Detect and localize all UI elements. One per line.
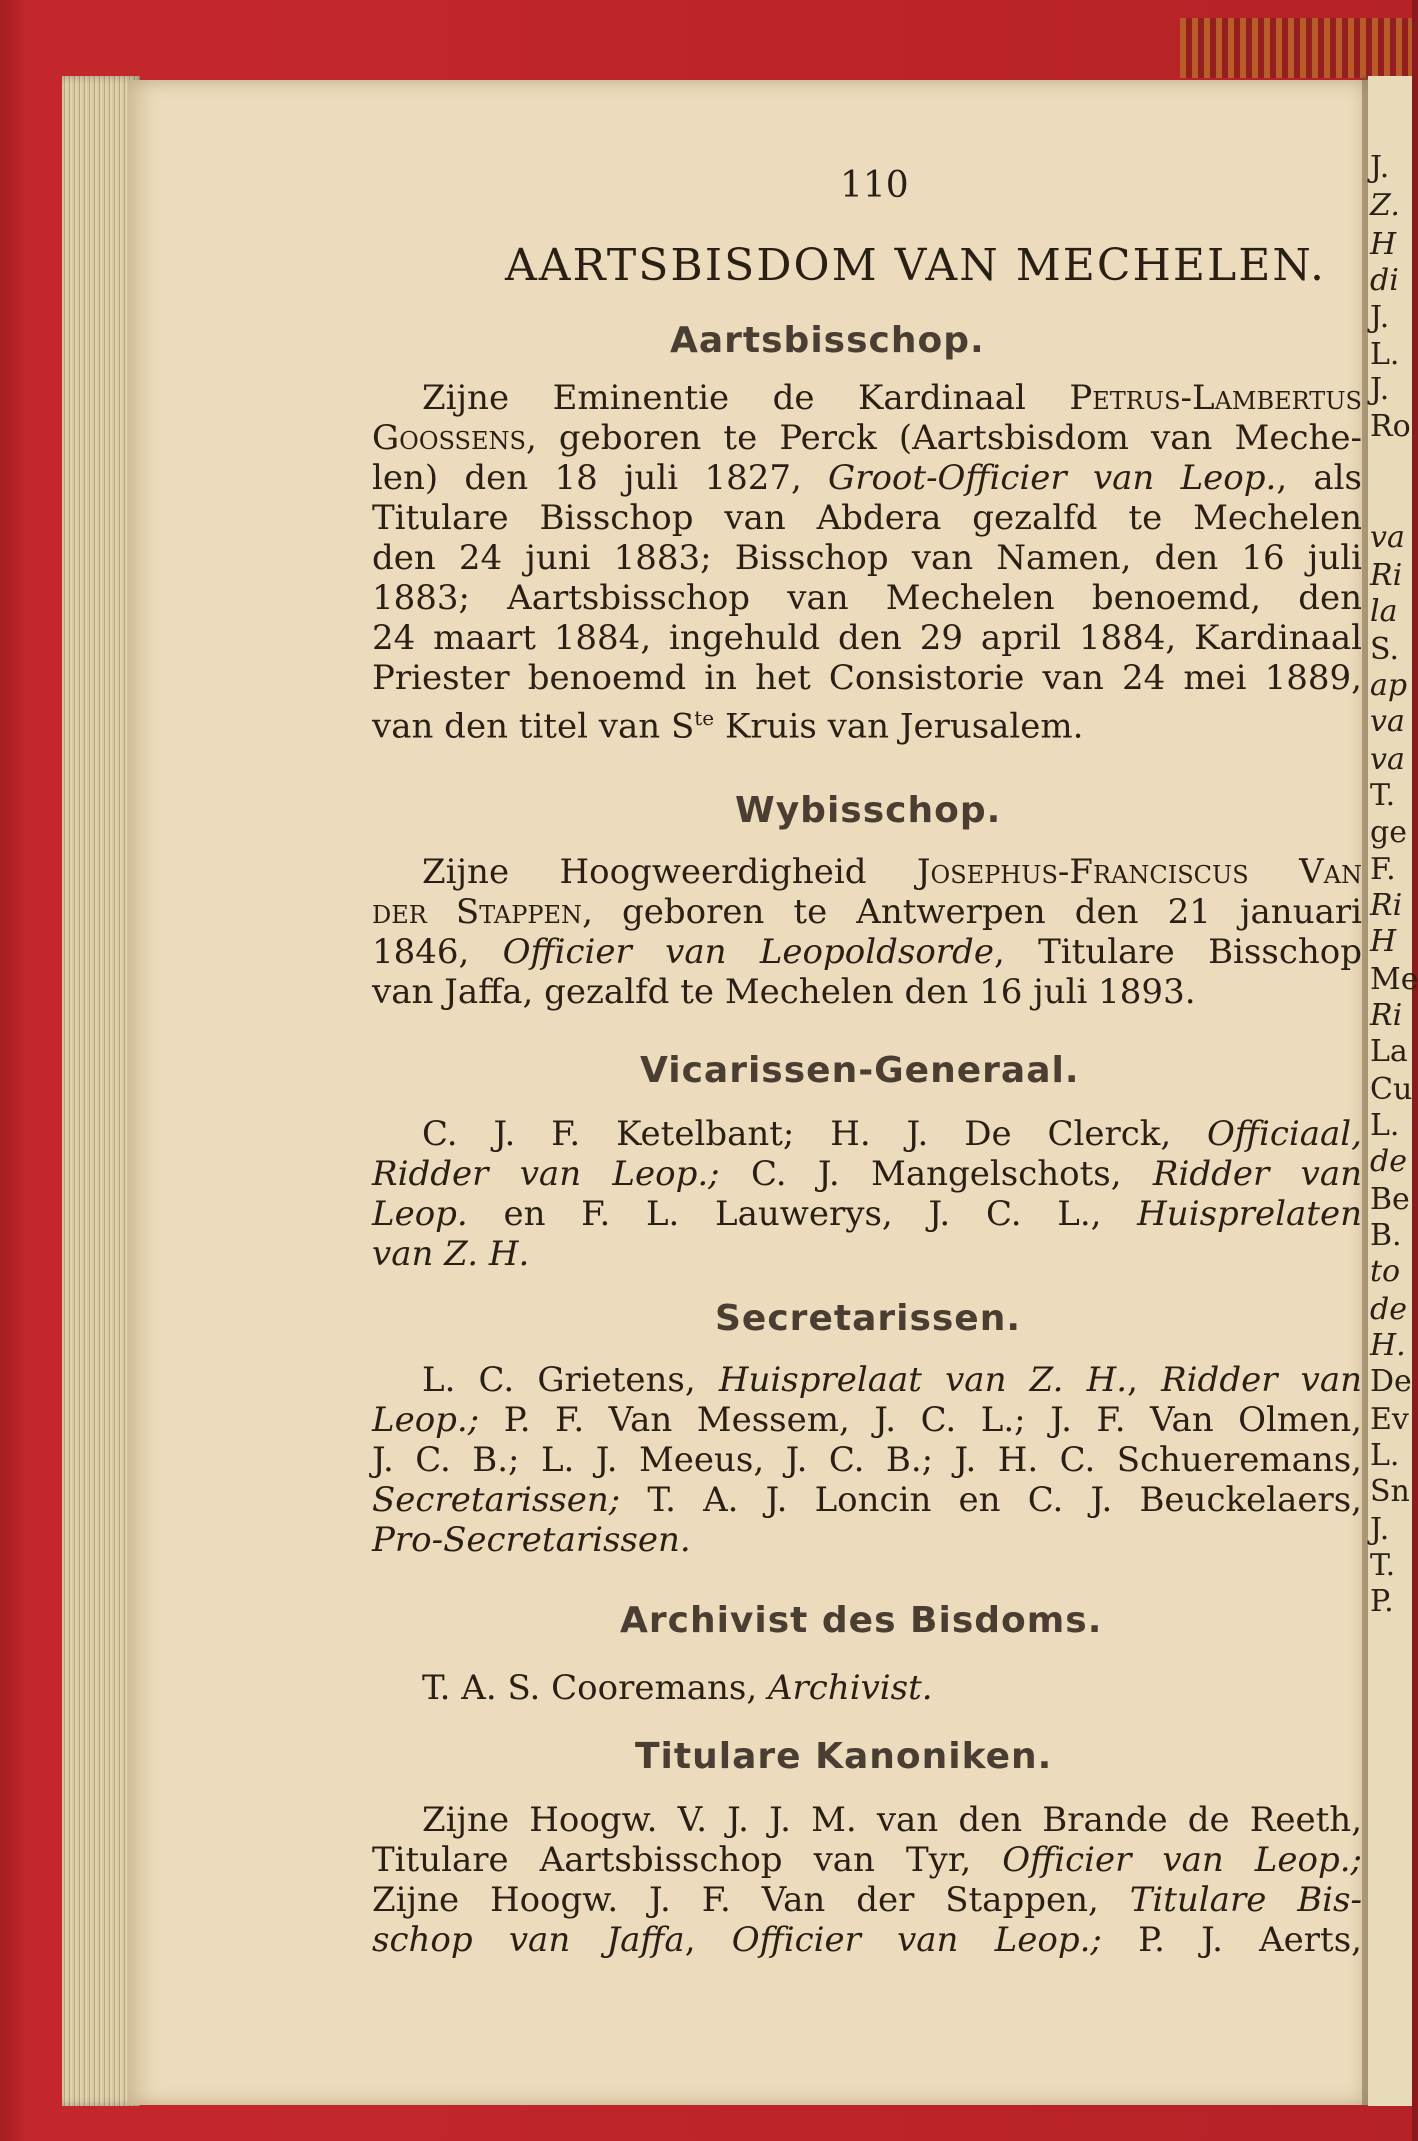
text-line: van Z. H.: [372, 1234, 530, 1274]
text-line: C. J. F. Ketelbant; H. J. De Clerck, Officiaal,: [422, 1114, 1362, 1154]
facing-page-text-fragment: J.: [1370, 300, 1390, 335]
paragraph-wybisschop: [372, 852, 1362, 1012]
text-line: den 24 juni 1883; Bisschop van Namen, den 16 juli: [372, 538, 1362, 578]
facing-page-text-fragment: Ri: [1370, 558, 1403, 593]
text-line: 24 maart 1884, ingehuld den 29 april 1884, Kardinaal: [372, 618, 1362, 658]
facing-page-text-fragment: L.: [1370, 337, 1400, 372]
text-line: L. C. Grietens, Huisprelaat van Z. H., Ridder van: [422, 1360, 1362, 1400]
text-line: T. A. S. Cooremans, Archivist.: [422, 1668, 933, 1708]
facing-page-text-fragment: ap: [1370, 668, 1408, 703]
text-line: Goossens, geboren te Perck (Aartsbisdom van Meche-: [372, 418, 1362, 458]
section-heading-wybisschop: Wybisschop.: [735, 790, 1002, 831]
facing-page-text-fragment: T.: [1370, 1548, 1396, 1583]
facing-page-text-fragment: la: [1370, 594, 1398, 629]
facing-page-text-fragment: Cu: [1370, 1072, 1413, 1107]
facing-page-text-fragment: P.: [1370, 1584, 1394, 1619]
text-line: Leop. en F. L. Lauwerys, J. C. L., Huisprelaten: [372, 1194, 1362, 1234]
text-line: Pro-Secretarissen.: [372, 1520, 691, 1560]
text-line: Titulare Aartsbisschop van Tyr, Officier van Leop.;: [372, 1840, 1362, 1880]
facing-page-text-fragment: de: [1370, 1144, 1407, 1179]
text-line: Ridder van Leop.; C. J. Mangelschots, Ridder van: [372, 1154, 1362, 1194]
section-heading-aartsbisschop: Aartsbisschop.: [670, 320, 985, 361]
facing-page-text-fragment: to: [1370, 1254, 1401, 1289]
text-line: der Stappen, geboren te Antwerpen den 21 januari: [372, 892, 1362, 932]
facing-page-text-fragment: Ri: [1370, 998, 1403, 1033]
section-heading-secretarissen: Secretarissen.: [715, 1298, 1022, 1339]
text-line: Titulare Bisschop van Abdera gezalfd te Mechelen: [372, 498, 1362, 538]
text-line: Zijne Eminentie de Kardinaal Petrus-Lambertus: [422, 378, 1362, 418]
text-line: Secretarissen; T. A. J. Loncin en C. J. Beuckelaers,: [372, 1480, 1362, 1520]
text-line: len) den 18 juli 1827, Groot-Officier van Leop., als: [372, 458, 1362, 498]
facing-page-text-fragment: H: [1370, 227, 1397, 262]
facing-page-text-fragment: de: [1370, 1292, 1407, 1327]
facing-page-text-fragment: J.: [1370, 1512, 1390, 1547]
text-line: 1883; Aartsbisschop van Mechelen benoemd, den: [372, 578, 1362, 618]
paragraph-archivist: [372, 1668, 1362, 1708]
facing-page-text-fragment: va: [1370, 704, 1405, 739]
facing-page-text-fragment: Ri: [1370, 888, 1403, 923]
facing-page-text-fragment: H.: [1370, 1328, 1406, 1363]
page-number: 110: [840, 165, 909, 206]
paragraph-secretarissen: [372, 1360, 1362, 1560]
text-line: Priester benoemd in het Consistorie van 24 mei 1889,: [372, 658, 1362, 698]
facing-page-text-fragment: Sn: [1370, 1474, 1410, 1509]
facing-page-text-fragment: Ro: [1370, 409, 1411, 444]
text-line: Zijne Hoogw. J. F. Van der Stappen, Titulare Bis-: [372, 1880, 1362, 1920]
facing-page-text-fragment: va: [1370, 742, 1405, 777]
section-heading-kanoniken: Titulare Kanoniken.: [635, 1736, 1053, 1777]
facing-page-text-fragment: T.: [1370, 778, 1396, 813]
section-heading-archivist: Archivist des Bisdoms.: [620, 1600, 1103, 1641]
facing-page-text-fragment: Me: [1370, 962, 1418, 997]
facing-page-text-fragment: La: [1370, 1034, 1408, 1069]
facing-page-text-fragment: Ev: [1370, 1402, 1409, 1437]
text-line: 1846, Officier van Leopoldsorde, Titulare Bisschop: [372, 932, 1362, 972]
text-line: Leop.; P. F. Van Messem, J. C. L.; J. F. Van Olmen,: [372, 1400, 1362, 1440]
text-line: schop van Jaffa, Officier van Leop.; P. J. Aerts,: [372, 1920, 1362, 1960]
facing-page-text-fragment: ge: [1370, 815, 1407, 850]
facing-page-text-fragment: S.: [1370, 632, 1400, 667]
facing-page-fragment: [1368, 76, 1418, 2106]
paragraph-aartsbisschop: [372, 378, 1362, 746]
page-title: AARTSBISDOM VAN MECHELEN.: [505, 240, 1327, 291]
facing-page-text-fragment: L.: [1370, 1438, 1400, 1473]
facing-page-text-fragment: Be: [1370, 1182, 1410, 1217]
section-heading-vicarissen: Vicarissen-Generaal.: [640, 1050, 1080, 1091]
facing-page-text-fragment: L.: [1370, 1108, 1400, 1143]
facing-page-text-fragment: va: [1370, 520, 1405, 555]
paragraph-vicarissen: [372, 1114, 1362, 1274]
facing-page-text-fragment: H: [1370, 924, 1397, 959]
facing-page-text-fragment: Z.: [1370, 188, 1400, 223]
facing-page-text-fragment: B.: [1370, 1218, 1402, 1253]
facing-page-text-fragment: di: [1370, 263, 1399, 298]
facing-page-text-fragment: De: [1370, 1364, 1412, 1399]
text-line: J. C. B.; L. J. Meeus, J. C. B.; J. H. C. Schueremans,: [372, 1440, 1362, 1480]
facing-page-text-fragment: J.: [1370, 372, 1390, 407]
text-line: Zijne Hoogweerdigheid Josephus-Franciscus Van: [422, 852, 1362, 892]
facing-page-text-fragment: F.: [1370, 852, 1396, 887]
text-line: Zijne Hoogw. V. J. J. M. van den Brande de Reeth,: [422, 1800, 1362, 1840]
text-line: van Jaffa, gezalfd te Mechelen den 16 juli 1893.: [372, 972, 1196, 1012]
paragraph-kanoniken: [372, 1800, 1362, 1960]
gilt-spine-ornament: [1180, 18, 1412, 78]
facing-page-text-fragment: J.: [1370, 150, 1390, 185]
text-line: van den titel van $S^{te}$ Kruis van Jerusalem.: [372, 706, 1084, 747]
